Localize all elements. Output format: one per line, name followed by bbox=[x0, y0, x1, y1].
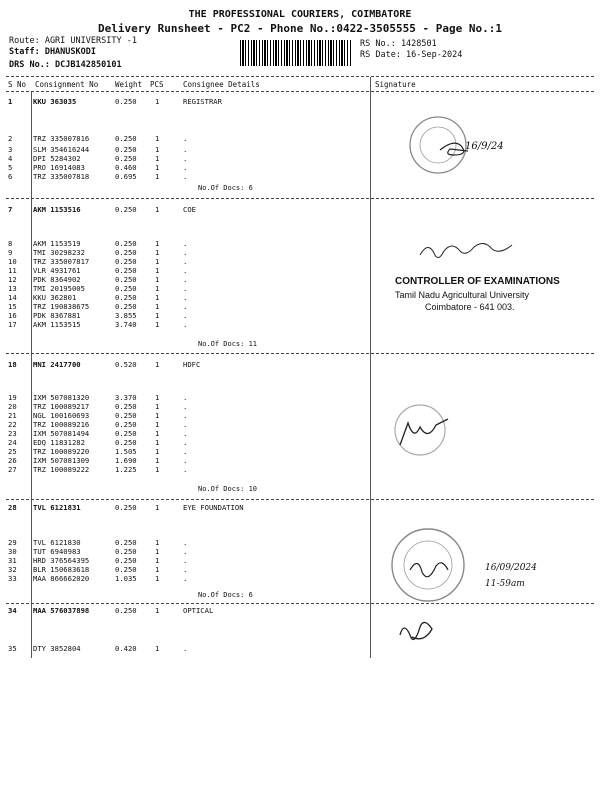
col-header-pcs: PCS bbox=[150, 80, 164, 89]
serial-number: 15 bbox=[8, 302, 17, 311]
serial-number: 22 bbox=[8, 420, 17, 429]
pieces-count: 1 bbox=[155, 393, 160, 402]
weight-value: 0.250 bbox=[115, 411, 137, 420]
consignment-number: VLR 4931761 bbox=[33, 266, 81, 275]
weight-value: 0.250 bbox=[115, 503, 137, 512]
weight-value: 0.250 bbox=[115, 97, 137, 106]
consignment-number: MAA 866662020 bbox=[33, 574, 90, 583]
eye-foundation-stamp bbox=[392, 529, 464, 601]
docs-count: No.Of Docs: 11 bbox=[198, 340, 258, 348]
weight-value: 0.250 bbox=[115, 154, 137, 163]
consignee-details: . bbox=[183, 411, 188, 420]
pieces-count: 1 bbox=[155, 565, 160, 574]
consignment-number: TUT 6940983 bbox=[33, 547, 81, 556]
eye-handwritten-time: 11-59am bbox=[485, 579, 525, 589]
pieces-count: 1 bbox=[155, 420, 160, 429]
consignee-details: . bbox=[183, 311, 188, 320]
consignee-details: . bbox=[183, 134, 188, 143]
pieces-count: 1 bbox=[155, 503, 160, 512]
consignment-number: IXM 507081494 bbox=[33, 429, 90, 438]
serial-number: 23 bbox=[8, 429, 17, 438]
serial-number: 25 bbox=[8, 447, 17, 456]
consignee-details: . bbox=[183, 275, 188, 284]
serial-number: 30 bbox=[8, 547, 17, 556]
serial-number: 12 bbox=[8, 275, 17, 284]
pieces-count: 1 bbox=[155, 574, 160, 583]
consignee-details: . bbox=[183, 402, 188, 411]
weight-value: 0.250 bbox=[115, 429, 137, 438]
serial-number: 13 bbox=[8, 284, 17, 293]
consignment-number: IXM 507081320 bbox=[33, 393, 90, 402]
pieces-count: 1 bbox=[155, 145, 160, 154]
weight-value: 3.855 bbox=[115, 311, 137, 320]
weight-value: 0.520 bbox=[115, 360, 137, 369]
coe-stamp-university: Tamil Nadu Agricultural University bbox=[395, 290, 530, 300]
pieces-count: 1 bbox=[155, 311, 160, 320]
serial-number: 20 bbox=[8, 402, 17, 411]
consignee-details: . bbox=[183, 465, 188, 474]
consignee-details: . bbox=[183, 145, 188, 154]
serial-number: 2 bbox=[8, 134, 13, 143]
consignment-number: IXM 507081309 bbox=[33, 456, 90, 465]
col-header-weight: Weight bbox=[115, 80, 143, 89]
consignee-details: . bbox=[183, 302, 188, 311]
consignee-details: . bbox=[183, 420, 188, 429]
pieces-count: 1 bbox=[155, 239, 160, 248]
consignee-details: . bbox=[183, 556, 188, 565]
route-text: Route: AGRI UNIVERSITY -1 bbox=[9, 36, 137, 46]
pieces-count: 1 bbox=[155, 248, 160, 257]
eye-handwritten-date: 16/09/2024 bbox=[485, 563, 537, 573]
serial-number: 1 bbox=[8, 97, 13, 106]
consignment-number: NGL 100160693 bbox=[33, 411, 90, 420]
consignee-details: . bbox=[183, 565, 188, 574]
pieces-count: 1 bbox=[155, 429, 160, 438]
pieces-count: 1 bbox=[155, 172, 160, 181]
consignment-number: SLM 354616244 bbox=[33, 145, 90, 154]
consignee-details: HDFC bbox=[183, 360, 201, 369]
consignee-details: . bbox=[183, 574, 188, 583]
consignee-details: . bbox=[183, 438, 188, 447]
weight-value: 0.250 bbox=[115, 257, 137, 266]
pieces-count: 1 bbox=[155, 438, 160, 447]
consignee-details: . bbox=[183, 393, 188, 402]
serial-number: 9 bbox=[8, 248, 13, 257]
weight-value: 1.690 bbox=[115, 456, 137, 465]
col-header-sno: S No bbox=[8, 80, 27, 89]
pieces-count: 1 bbox=[155, 360, 160, 369]
consignment-number: KKU 363035 bbox=[33, 97, 77, 106]
pieces-count: 1 bbox=[155, 606, 160, 615]
docs-count: No.Of Docs: 10 bbox=[198, 485, 258, 493]
weight-value: 0.695 bbox=[115, 172, 137, 181]
pieces-count: 1 bbox=[155, 275, 160, 284]
pieces-count: 1 bbox=[155, 644, 160, 653]
consignee-details: . bbox=[183, 456, 188, 465]
consignee-details: . bbox=[183, 257, 188, 266]
serial-number: 27 bbox=[8, 465, 17, 474]
serial-number: 5 bbox=[8, 163, 13, 172]
consignment-number: HRD 376564395 bbox=[33, 556, 90, 565]
consignment-number: TRZ 100089220 bbox=[33, 447, 90, 456]
weight-value: 0.250 bbox=[115, 538, 137, 547]
weight-value: 0.250 bbox=[115, 284, 137, 293]
weight-value: 0.250 bbox=[115, 275, 137, 284]
pieces-count: 1 bbox=[155, 97, 160, 106]
weight-value: 3.370 bbox=[115, 393, 137, 402]
registrar-stamp bbox=[410, 117, 468, 173]
weight-value: 0.420 bbox=[115, 644, 137, 653]
signatures-area bbox=[370, 95, 594, 665]
consignment-number: TRZ 335007816 bbox=[33, 134, 90, 143]
serial-number: 24 bbox=[8, 438, 17, 447]
coe-stamp-city: Coimbatore - 641 003. bbox=[425, 302, 515, 312]
consignment-number: DPI 5284302 bbox=[33, 154, 81, 163]
pieces-count: 1 bbox=[155, 320, 160, 329]
serial-number: 28 bbox=[8, 503, 17, 512]
serial-number: 35 bbox=[8, 644, 17, 653]
consignee-details: . bbox=[183, 266, 188, 275]
weight-value: 0.250 bbox=[115, 438, 137, 447]
weight-value: 0.250 bbox=[115, 134, 137, 143]
consignment-number: TMI 20195005 bbox=[33, 284, 85, 293]
serial-number: 8 bbox=[8, 239, 13, 248]
serial-number: 10 bbox=[8, 257, 17, 266]
pieces-count: 1 bbox=[155, 456, 160, 465]
consignee-details: . bbox=[183, 547, 188, 556]
pieces-count: 1 bbox=[155, 134, 160, 143]
weight-value: 0.460 bbox=[115, 163, 137, 172]
serial-number: 29 bbox=[8, 538, 17, 547]
consignee-details: EYE FOUNDATION bbox=[183, 503, 244, 512]
weight-value: 0.250 bbox=[115, 205, 137, 214]
weight-value: 0.250 bbox=[115, 293, 137, 302]
col-header-signature: Signature bbox=[375, 80, 416, 89]
consignment-number: TRZ 100089217 bbox=[33, 402, 90, 411]
consignment-number: PRO 16914083 bbox=[33, 163, 85, 172]
weight-value: 1.225 bbox=[115, 465, 137, 474]
barcode bbox=[240, 40, 352, 66]
weight-value: 1.035 bbox=[115, 574, 137, 583]
consignee-details: . bbox=[183, 293, 188, 302]
serial-number: 26 bbox=[8, 456, 17, 465]
serial-number: 31 bbox=[8, 556, 17, 565]
consignment-number: AKM 1153516 bbox=[33, 205, 81, 214]
weight-value: 0.250 bbox=[115, 565, 137, 574]
pieces-count: 1 bbox=[155, 266, 160, 275]
hdfc-stamp bbox=[395, 405, 448, 455]
serial-number: 21 bbox=[8, 411, 17, 420]
company-title: THE PROFESSIONAL COURIERS, COIMBATORE bbox=[188, 9, 412, 20]
registrar-handwritten-date: 16/9/24 bbox=[465, 141, 504, 152]
weight-value: 0.250 bbox=[115, 547, 137, 556]
consignment-number: EDQ 11831282 bbox=[33, 438, 85, 447]
weight-value: 0.250 bbox=[115, 420, 137, 429]
consignee-details: . bbox=[183, 163, 188, 172]
docs-count: No.Of Docs: 6 bbox=[198, 184, 253, 192]
consignment-number: TRZ 190838675 bbox=[33, 302, 90, 311]
serial-number: 7 bbox=[8, 205, 13, 214]
weight-value: 0.250 bbox=[115, 248, 137, 257]
consignee-details: . bbox=[183, 154, 188, 163]
consignment-number: TMI 30298232 bbox=[33, 248, 85, 257]
consignee-details: . bbox=[183, 320, 188, 329]
weight-value: 0.250 bbox=[115, 402, 137, 411]
weight-value: 0.250 bbox=[115, 266, 137, 275]
pieces-count: 1 bbox=[155, 411, 160, 420]
consignment-number: TRZ 335007817 bbox=[33, 257, 90, 266]
consignment-number: MAA 576037898 bbox=[33, 606, 90, 615]
drs-number: DRS No.: DCJB142850101 bbox=[9, 60, 122, 70]
pieces-count: 1 bbox=[155, 302, 160, 311]
weight-value: 0.250 bbox=[115, 556, 137, 565]
consignment-number: PDK 8367881 bbox=[33, 311, 81, 320]
consignee-details: REGISTRAR bbox=[183, 97, 222, 106]
weight-value: 0.250 bbox=[115, 606, 137, 615]
pieces-count: 1 bbox=[155, 547, 160, 556]
serial-number: 11 bbox=[8, 266, 17, 275]
consignee-details: . bbox=[183, 644, 188, 653]
docs-count: No.Of Docs: 6 bbox=[198, 591, 253, 599]
header-divider-top bbox=[6, 76, 594, 77]
consignment-number: AKM 1153515 bbox=[33, 320, 81, 329]
pieces-count: 1 bbox=[155, 257, 160, 266]
header-divider-bottom bbox=[6, 91, 594, 92]
weight-value: 0.250 bbox=[115, 302, 137, 311]
pieces-count: 1 bbox=[155, 154, 160, 163]
serial-number: 14 bbox=[8, 293, 17, 302]
weight-value: 0.250 bbox=[115, 239, 137, 248]
serial-number: 4 bbox=[8, 154, 13, 163]
consignment-number: AKM 1153519 bbox=[33, 239, 81, 248]
consignee-details: . bbox=[183, 284, 188, 293]
weight-value: 1.505 bbox=[115, 447, 137, 456]
consignee-details: . bbox=[183, 239, 188, 248]
serial-number: 34 bbox=[8, 606, 17, 615]
consignee-details: . bbox=[183, 429, 188, 438]
serial-number: 16 bbox=[8, 311, 17, 320]
col-header-consignment: Consignment No bbox=[35, 80, 99, 89]
serial-number: 17 bbox=[8, 320, 17, 329]
runsheet-subtitle: Delivery Runsheet - PC2 - Phone No.:0422-3505555 - Page No.:1 bbox=[98, 22, 502, 35]
coe-signature bbox=[420, 243, 512, 257]
consignee-details: . bbox=[183, 538, 188, 547]
pieces-count: 1 bbox=[155, 538, 160, 547]
consignment-number: TRZ 335007818 bbox=[33, 172, 90, 181]
consignee-details: . bbox=[183, 447, 188, 456]
consignment-number: PDK 8364902 bbox=[33, 275, 81, 284]
consignment-number: TRZ 100089222 bbox=[33, 465, 90, 474]
col-header-details: Consignee Details bbox=[183, 80, 260, 89]
rs-date: RS Date: 16-Sep-2024 bbox=[360, 50, 463, 60]
serial-number: 19 bbox=[8, 393, 17, 402]
serial-number: 3 bbox=[8, 145, 13, 154]
optical-signature bbox=[400, 622, 432, 639]
consignment-number: TVL 6121831 bbox=[33, 503, 81, 512]
pieces-count: 1 bbox=[155, 556, 160, 565]
pieces-count: 1 bbox=[155, 447, 160, 456]
weight-value: 0.250 bbox=[115, 145, 137, 154]
pieces-count: 1 bbox=[155, 293, 160, 302]
consignee-details: COE bbox=[183, 205, 196, 214]
serial-number: 33 bbox=[8, 574, 17, 583]
pieces-count: 1 bbox=[155, 402, 160, 411]
staff-text: Staff: DHANUSKODI bbox=[9, 47, 96, 57]
consignee-details: . bbox=[183, 172, 188, 181]
consignment-number: TVL 6121830 bbox=[33, 538, 81, 547]
pieces-count: 1 bbox=[155, 163, 160, 172]
consignment-number: DTY 3852804 bbox=[33, 644, 81, 653]
coe-stamp-title: CONTROLLER OF EXAMINATIONS bbox=[395, 276, 560, 287]
pieces-count: 1 bbox=[155, 205, 160, 214]
consignment-number: TRZ 100089216 bbox=[33, 420, 90, 429]
consignment-number: MNI 2417700 bbox=[33, 360, 81, 369]
weight-value: 3.740 bbox=[115, 320, 137, 329]
consignee-details: . bbox=[183, 248, 188, 257]
pieces-count: 1 bbox=[155, 465, 160, 474]
serial-number: 6 bbox=[8, 172, 13, 181]
consignee-details: OPTICAL bbox=[183, 606, 214, 615]
consignment-number: BLR 150683618 bbox=[33, 565, 90, 574]
serial-number: 32 bbox=[8, 565, 17, 574]
consignment-number: KKU 362801 bbox=[33, 293, 77, 302]
serial-number: 18 bbox=[8, 360, 17, 369]
rs-number: RS No.: 1428501 bbox=[360, 39, 437, 49]
pieces-count: 1 bbox=[155, 284, 160, 293]
